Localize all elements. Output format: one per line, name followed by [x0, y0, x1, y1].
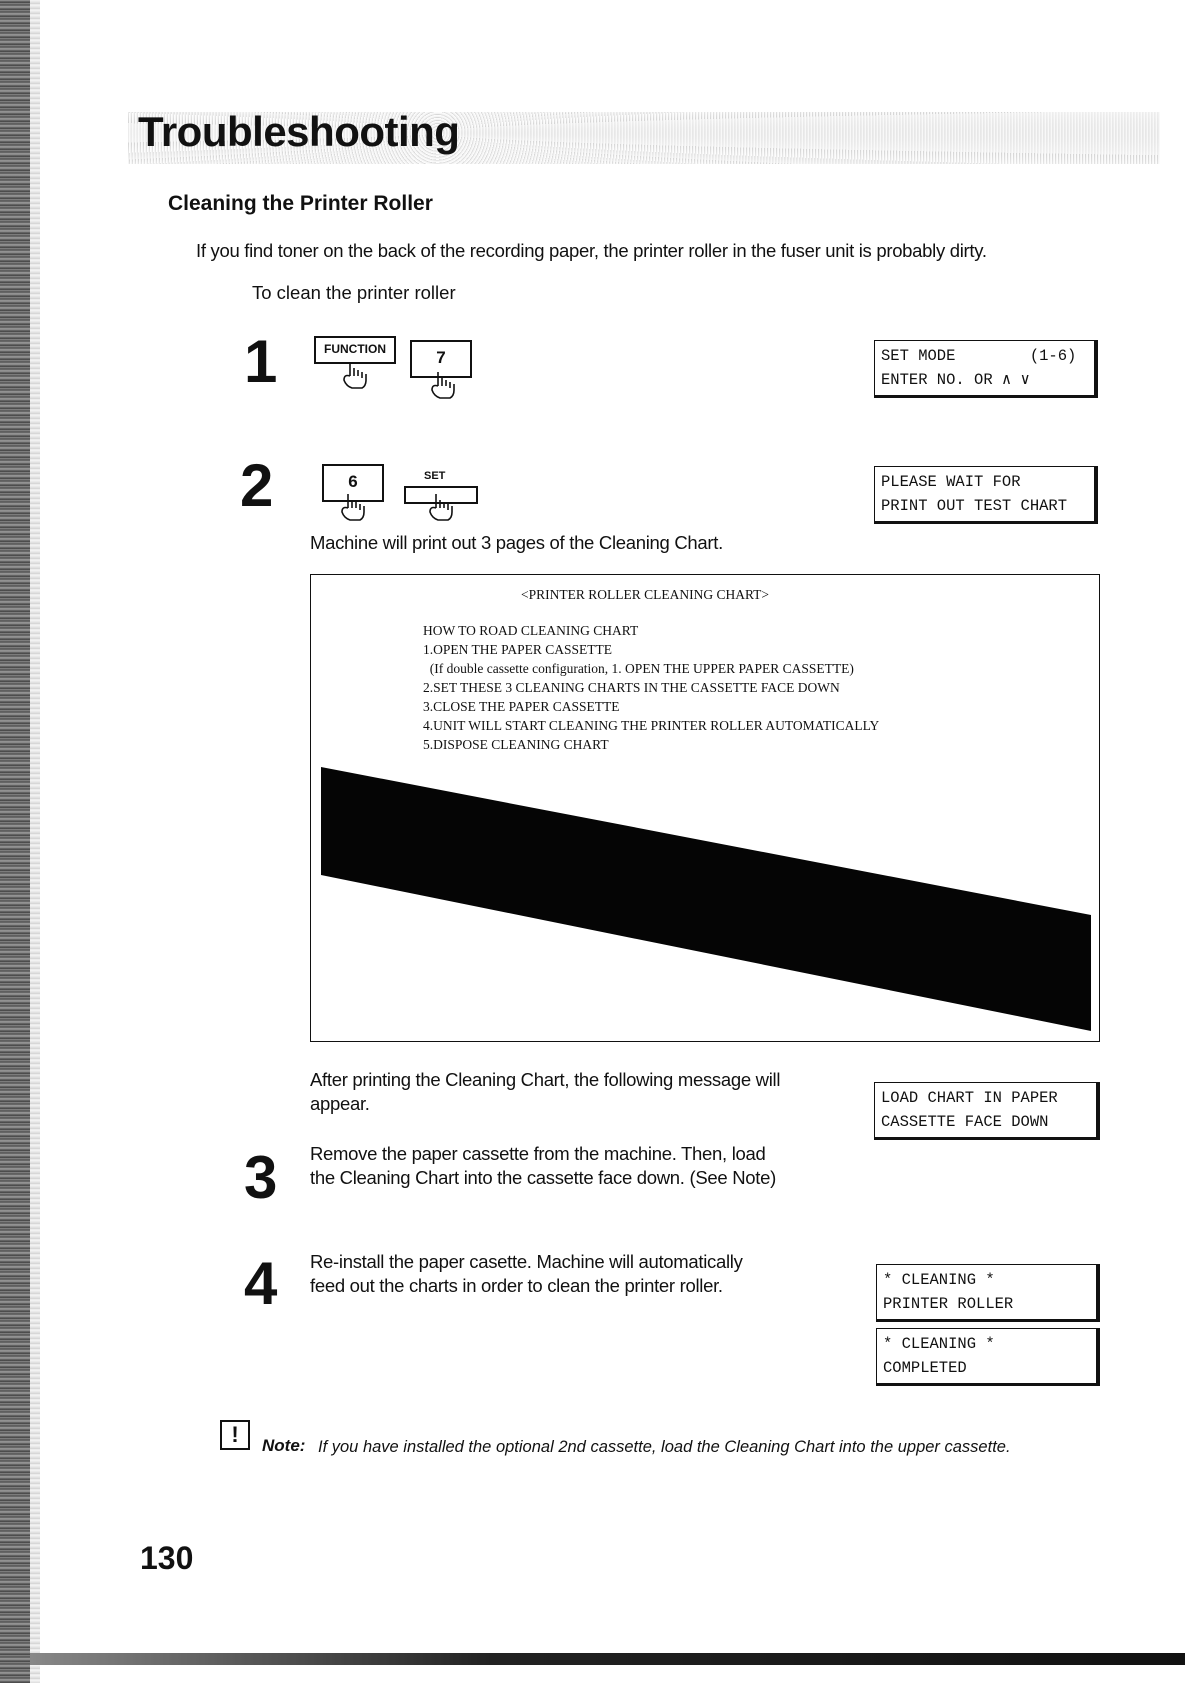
- step2-text: Machine will print out 3 pages of the Cleaning Chart.: [310, 532, 723, 553]
- key-7: 7: [410, 340, 472, 378]
- step-number-1: 1: [244, 328, 278, 395]
- after-chart-text-1: After printing the Cleaning Chart, the following message will: [310, 1069, 781, 1090]
- lcd-display-completed: [876, 1328, 1100, 1386]
- lcd-line: COMPLETED: [883, 1359, 967, 1377]
- key-6: 6: [322, 464, 384, 502]
- after-chart-text-2: appear.: [310, 1093, 370, 1114]
- note-exclamation-icon: !: [220, 1420, 250, 1450]
- lcd-display-step2: [874, 466, 1098, 524]
- lcd-line: * CLEANING *: [883, 1335, 995, 1353]
- lcd-display-load-chart: [874, 1082, 1100, 1140]
- section-title: Cleaning the Printer Roller: [168, 192, 433, 215]
- cleaning-chart: [310, 574, 1100, 1042]
- lcd-line: ENTER NO. OR ∧ ∨: [881, 371, 1030, 389]
- chart-title: <PRINTER ROLLER CLEANING CHART>: [521, 587, 770, 602]
- lcd-line: PLEASE WAIT FOR: [881, 473, 1021, 491]
- press-hand-icon: [426, 492, 454, 522]
- binding-shadow: [30, 0, 40, 1683]
- chart-line: (If double cassette configuration, 1. OPEN THE UPPER PAPER CASSETTE): [423, 661, 854, 676]
- page-number: 130: [140, 1540, 194, 1576]
- bottom-scan-bar: [30, 1653, 1185, 1665]
- function-key: FUNCTION: [314, 336, 396, 364]
- lcd-line: CASSETTE FACE DOWN: [881, 1113, 1049, 1131]
- lcd-display-cleaning: [876, 1264, 1100, 1322]
- step4-text-1: Re-install the paper casette. Machine will automatically: [310, 1251, 743, 1272]
- step4-text-2: feed out the charts in order to clean the printer roller.: [310, 1275, 723, 1296]
- lcd-display-step1: [874, 340, 1098, 398]
- press-hand-icon: [340, 360, 368, 390]
- lcd-line: PRINTER ROLLER: [883, 1295, 1014, 1313]
- step3-text-1: Remove the paper cassette from the machine. Then, load: [310, 1143, 766, 1164]
- chart-line: 1.OPEN THE PAPER CASSETTE: [423, 642, 613, 657]
- step-number-2: 2: [240, 452, 274, 519]
- chart-line: HOW TO ROAD CLEANING CHART: [423, 623, 639, 638]
- subheading: To clean the printer roller: [252, 282, 456, 303]
- lcd-line: PRINT OUT TEST CHART: [881, 497, 1068, 515]
- intro-text: If you find toner on the back of the recording paper, the printer roller in the fuser unit is probably dirty.: [196, 240, 987, 261]
- chart-line: 4.UNIT WILL START CLEANING THE PRINTER ROLLER AUTOMATICALLY: [423, 718, 880, 733]
- lcd-line: * CLEANING *: [883, 1271, 995, 1289]
- press-hand-icon: [338, 492, 366, 522]
- chart-line: 5.DISPOSE CLEANING CHART: [423, 737, 609, 752]
- press-hand-icon: [428, 370, 456, 400]
- step3-text-2: the Cleaning Chart into the cassette face down. (See Note): [310, 1167, 776, 1188]
- step-number-4: 4: [244, 1250, 278, 1317]
- black-cleaning-band: [311, 575, 1101, 1043]
- step-number-3: 3: [244, 1144, 278, 1211]
- chart-line: 3.CLOSE THE PAPER CASSETTE: [423, 699, 620, 714]
- chart-line: 2.SET THESE 3 CLEANING CHARTS IN THE CASSETTE FACE DOWN: [423, 680, 840, 695]
- lcd-line: LOAD CHART IN PAPER: [881, 1089, 1058, 1107]
- page-title: Troubleshooting: [138, 108, 460, 155]
- lcd-line: SET MODE (1-6): [881, 347, 1077, 365]
- page-binding-edge: [0, 0, 30, 1683]
- note-text: If you have installed the optional 2nd cassette, load the Cleaning Chart into the upper cassette.: [318, 1438, 1011, 1456]
- set-key-label: SET: [424, 470, 446, 482]
- note-label: Note:: [262, 1436, 306, 1455]
